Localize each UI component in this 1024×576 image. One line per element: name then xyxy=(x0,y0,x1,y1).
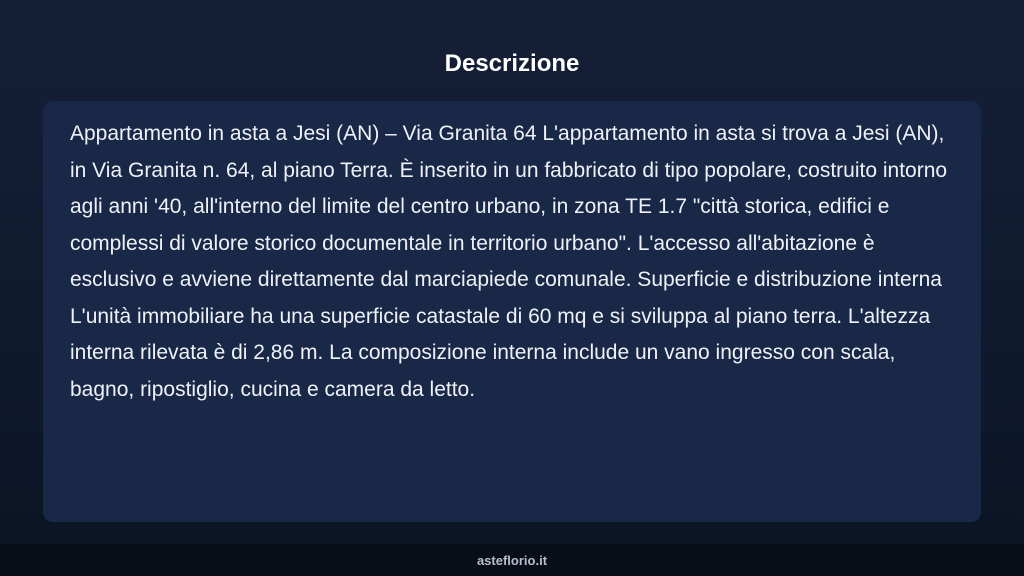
description-card xyxy=(43,101,981,522)
footer-bar xyxy=(0,544,1024,576)
footer-brand-link[interactable]: asteflorio.it xyxy=(476,552,548,568)
description-text: Appartamento in asta a Jesi (AN) – Via Granita 64 L'appartamento in asta si trova a Jesi (AN), in Via Granita n. 64, al piano Terra. È inserito in un fabbricato di tipo popolare, costruito intorno agli anni '40, all'interno del limite del centro urbano, in zona TE 1.7 "città storica, edifici e complessi di valore storico documentale in territorio urbano". L'accesso all'abitazione è esclusivo e avviene direttamente dal marciapiede comunale. Superficie e distribuzione interna L'unità immobiliare ha una superficie catastale di 60 mq e si sviluppa al piano terra. L'altezza interna rilevata è di 2,86 m. La composizione interna include un vano ingresso con scala, bagno, ripostiglio, cucina e camera da letto. xyxy=(70,122,948,401)
page-title: Descrizione xyxy=(444,50,580,77)
